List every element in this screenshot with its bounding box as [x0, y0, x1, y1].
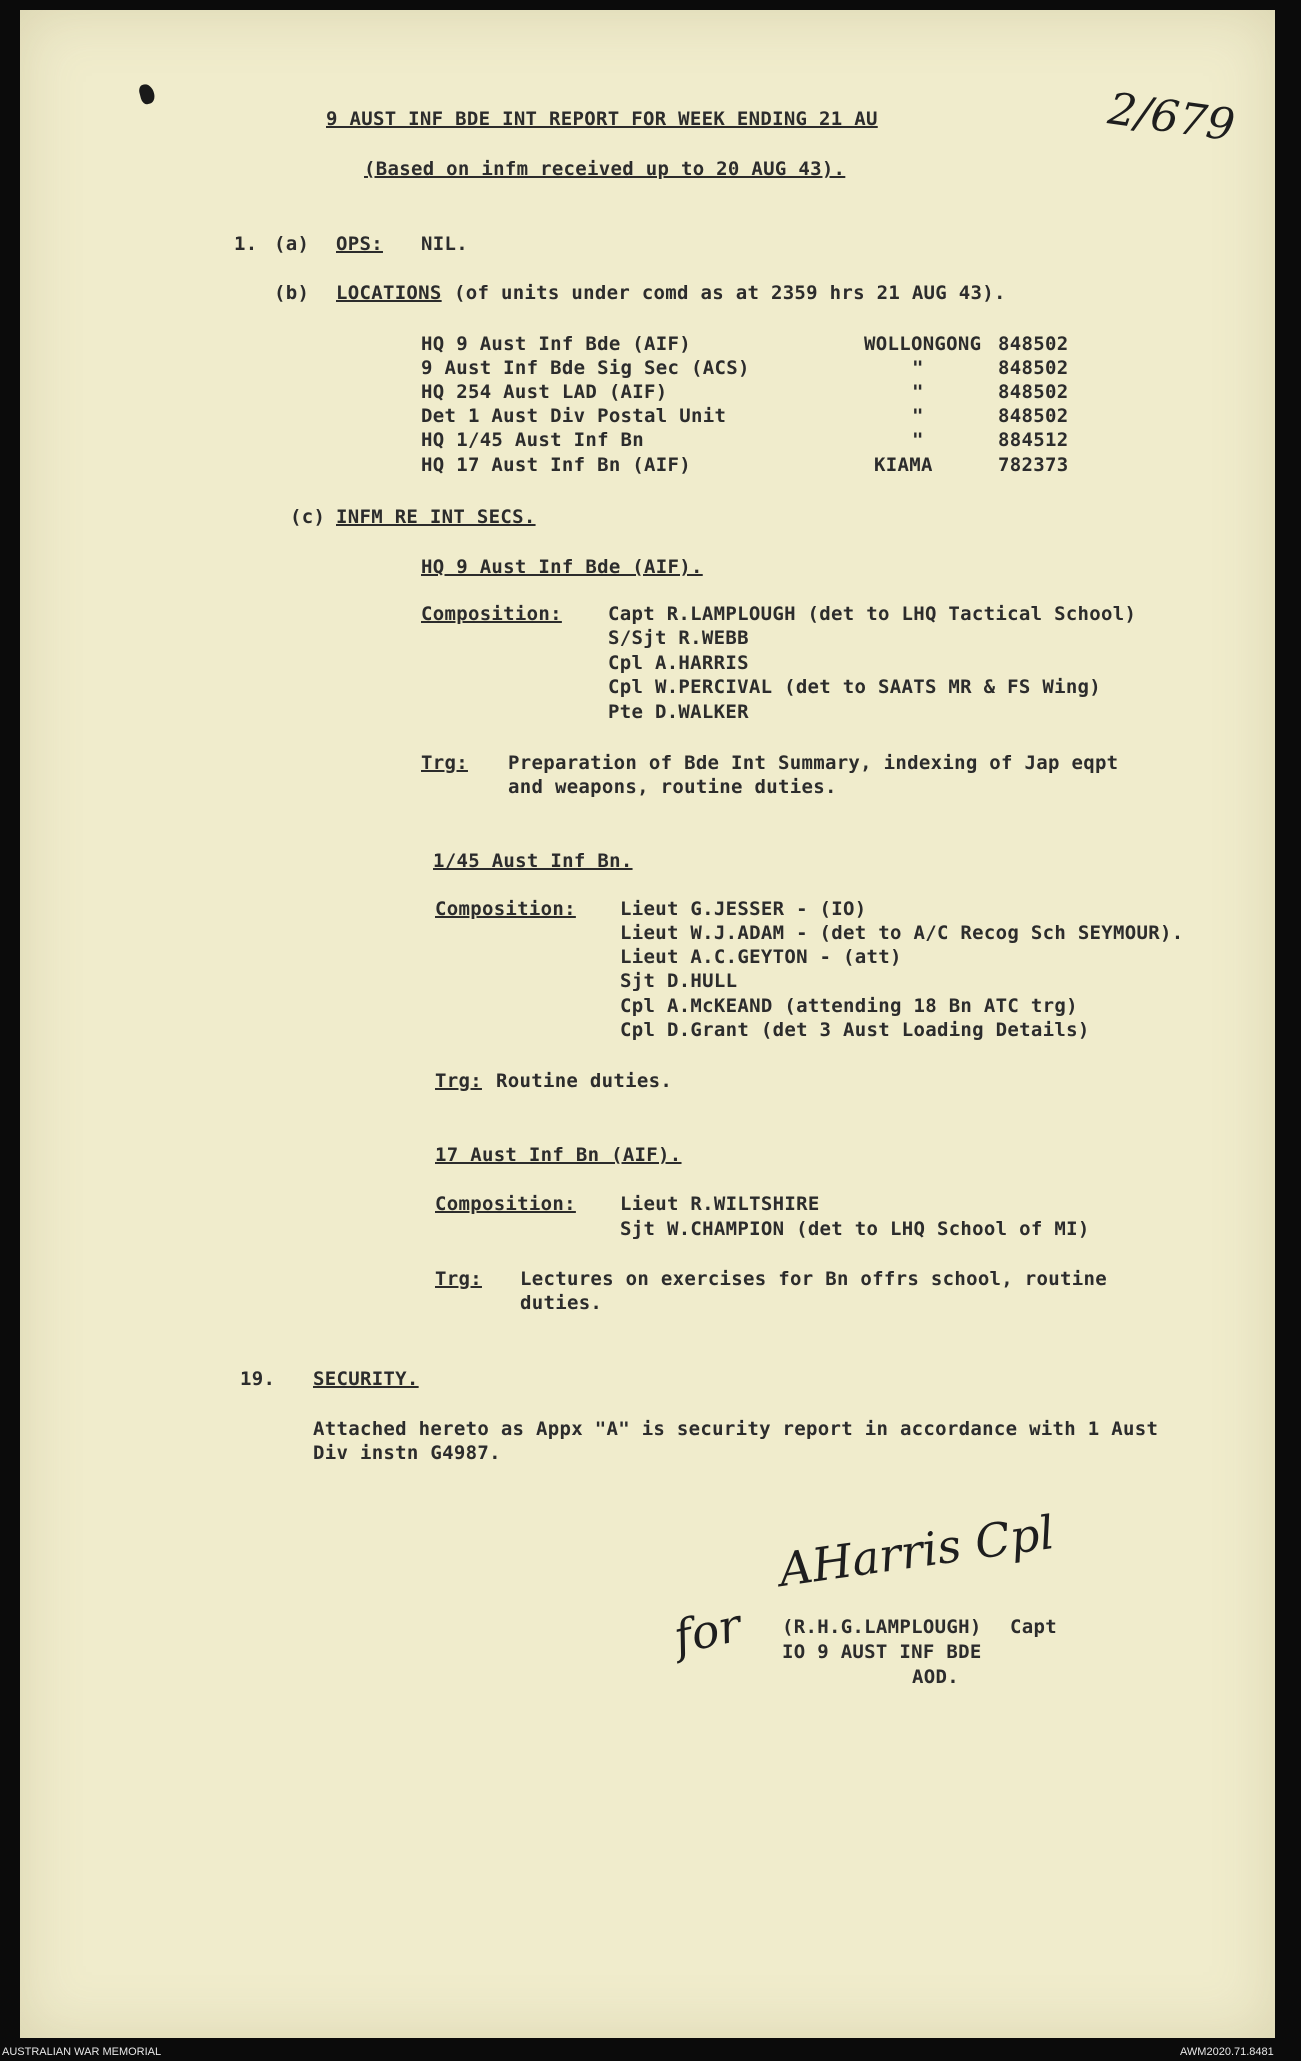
locations-heading: LOCATIONS [336, 282, 442, 304]
locations-label: (b) [274, 282, 310, 304]
location-place: " [912, 381, 924, 403]
signatory-name: (R.H.G.LAMPLOUGH) [782, 1616, 982, 1638]
location-ref: 848502 [998, 333, 1069, 355]
unit-name-hq9: HQ 9 Aust Inf Bde (AIF). [421, 556, 703, 578]
member: Sjt D.HULL [620, 970, 738, 992]
trg-label: Trg: [435, 1070, 482, 1092]
ops-label: (a) [274, 233, 310, 255]
trg-label: Trg: [421, 752, 468, 774]
security-heading: SECURITY. [313, 1368, 419, 1390]
member: Capt R.LAMPLOUGH (det to LHQ Tactical School) [608, 603, 1137, 625]
member: S/Sjt R.WEBB [608, 627, 749, 649]
member: Lieut R.WILTSHIRE [620, 1193, 820, 1215]
location-unit: 9 Aust Inf Bde Sig Sec (ACS) [421, 357, 750, 379]
security-text: Attached hereto as Appx "A" is security report in accordance with 1 Aust [313, 1418, 1159, 1440]
trg-text: Preparation of Bde Int Summary, indexing of Jap eqpt [508, 752, 1119, 774]
location-unit: HQ 254 Aust LAD (AIF) [421, 381, 668, 403]
location-ref: 848502 [998, 357, 1069, 379]
location-place: WOLLONGONG [864, 333, 982, 355]
member: Cpl A.McKEAND (attending 18 Bn ATC trg) [620, 995, 1078, 1017]
ops-heading: OPS: [336, 233, 383, 255]
int-secs-label: (c) [290, 506, 326, 528]
location-ref: 848502 [998, 381, 1069, 403]
section-1-number: 1. [234, 233, 258, 255]
location-ref: 884512 [998, 429, 1069, 451]
member: Lieut A.C.GEYTON - (att) [620, 946, 902, 968]
location-unit: HQ 1/45 Aust Inf Bn [421, 429, 645, 451]
composition-label: Composition: [435, 1193, 576, 1215]
security-text: Div instn G4987. [313, 1442, 501, 1464]
unit-name-17-bn: 17 Aust Inf Bn (AIF). [435, 1144, 682, 1166]
signatory-rank: Capt [1010, 1616, 1057, 1638]
report-subtitle: (Based on infm received up to 20 AUG 43). [364, 158, 846, 180]
footer-accession: AWM2020.71.8481 [1180, 2046, 1274, 2058]
locations-desc: (of units under comd as at 2359 hrs 21 AUG 43). [454, 282, 1006, 304]
location-place: " [912, 429, 924, 451]
trg-text: duties. [520, 1292, 603, 1314]
trg-label: Trg: [435, 1268, 482, 1290]
member: Pte D.WALKER [608, 701, 749, 723]
trg-text: Lectures on exercises for Bn offrs school, routine [520, 1268, 1107, 1290]
trg-text: and weapons, routine duties. [508, 776, 837, 798]
section-19-number: 19. [240, 1368, 276, 1390]
member: Lieut G.JESSER - (IO) [620, 898, 867, 920]
ops-value: NIL. [421, 233, 468, 255]
handwritten-for: for [669, 1597, 746, 1665]
composition-label: Composition: [421, 603, 562, 625]
unit-name-145-bn: 1/45 Aust Inf Bn. [433, 850, 633, 872]
location-unit: HQ 9 Aust Inf Bde (AIF) [421, 333, 691, 355]
location-place: KIAMA [874, 454, 933, 476]
signatory-aod: AOD. [912, 1666, 959, 1688]
report-title: 9 AUST INF BDE INT REPORT FOR WEEK ENDING 21 AU [326, 108, 878, 130]
signatory-appointment: IO 9 AUST INF BDE [782, 1641, 982, 1663]
location-place: " [912, 357, 924, 379]
trg-text: Routine duties. [496, 1070, 673, 1092]
location-ref: 848502 [998, 405, 1069, 427]
member: Sjt W.CHAMPION (det to LHQ School of MI) [620, 1218, 1090, 1240]
location-ref: 782373 [998, 454, 1069, 476]
footer-institution: AUSTRALIAN WAR MEMORIAL [2, 2046, 162, 2058]
location-place: " [912, 405, 924, 427]
member: Cpl A.HARRIS [608, 652, 749, 674]
member: Cpl D.Grant (det 3 Aust Loading Details) [620, 1019, 1090, 1041]
composition-label: Composition: [435, 898, 576, 920]
location-unit: Det 1 Aust Div Postal Unit [421, 405, 727, 427]
handwritten-signature: AHarris Cpl [775, 1504, 1058, 1598]
member: Cpl W.PERCIVAL (det to SAATS MR & FS Wing) [608, 676, 1102, 698]
location-unit: HQ 17 Aust Inf Bn (AIF) [421, 454, 691, 476]
handwritten-ref-number: 2/679 [1105, 83, 1238, 152]
member: Lieut W.J.ADAM - (det to A/C Recog Sch SEYMOUR). [620, 922, 1184, 944]
int-secs-heading: INFM RE INT SECS. [336, 506, 536, 528]
